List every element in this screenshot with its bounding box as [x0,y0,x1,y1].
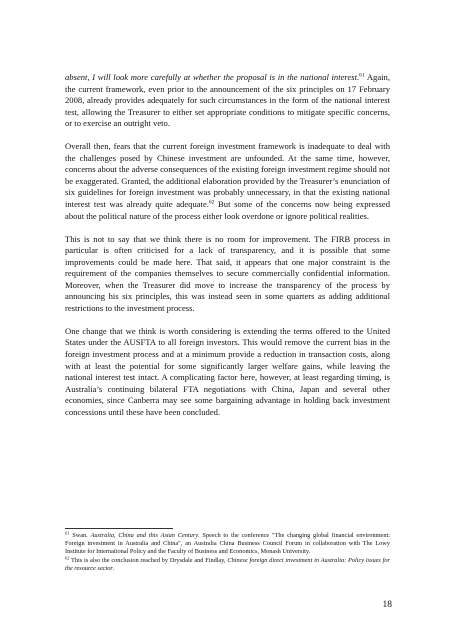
footnote-ref-61[interactable]: 61 [359,72,365,79]
paragraph-text-continued: But some of the concerns now being expressed about the political nature of the process either look overdone or ignore political realities. [65,198,390,221]
footnote-text-continued: . Speech to the conference "The changing global financial environment: Foreign investment in Australia and China", an Australia China Business Council Forum in collaboration with The Lowy Institute for International Policy and the Faculty of Business and Economics, Monash University. [65,532,390,556]
paragraph-text: This is not to say that we think there is no room for improvement. The FIRB process in particular is often criticised for a lack of transparency, and it is possible that some improvements could be made here. That said, it appears that one major constraint is the requirement of the companies themselves to secure commercially confidential information. Moreover, when the Treasurer did move to increase the transparency of the process by announcing his six principles, this was instead seen in some quarters as adding additional restrictions to the investment process. [65,233,390,313]
footnotes [65,532,390,573]
paragraph-text: Again, the current framework, even prior to the announcement of the six principles on 17 February 2008, already provides adequately for such circumstances in the form of the national interest test, allowing the Treasurer to either set appropriate conditions to mitigate specific concerns, or to exercise an outright veto. [65,72,390,129]
footnote-text: Swan. [69,532,91,539]
paragraph-1 [65,72,390,130]
footnote-text-continued: . [112,564,115,572]
paragraph-text: One change that we think is worth considering is extending the terms offered to the United States under the AUSFTA to all foreign investors. This would remove the current bias in the foreign investment process and at a minimum provide a reduction in transaction costs, along with at least the potential for some significantly larger welfare gains, while leaving the national interest test intact. A complicating factor here, however, at least regarding timing, is Australia’s continuing bilateral FTA negotiations with China, Japan and several other economies, since Canberra may see some bargaining advantage in holding back investment concessions until these have been concluded. [65,325,390,417]
paragraph-text: Overall then, fears that the current foreign investment framework is inadequate to deal with the challenges posed by Chinese investment are unfounded. At the same time, however, concerns about the adverse consequences of the existing foreign investment regime should not be exaggerated. Granted, the additional elaboration provided by the Treasurer’s enunciation of six guidelines for foreign investment was probably unnecessary, in that the existing national interest test was already quite adequate. [65,141,390,209]
paragraph-3 [65,234,390,315]
paragraph-4 [65,326,390,418]
footnote-ref-62[interactable]: 62 [208,199,215,206]
footnote-title: Chinese foreign direct investment in Australia: Policy issues for the resource sector [65,556,390,572]
footnote-text: This is also the conclusion reached by Drysdale and Findlay, [69,556,228,564]
footnote-61 [65,532,390,557]
footnote-separator [65,528,173,529]
quote-italic: absent, I will look more carefully at whether the proposal is in the national interest. [65,72,360,82]
footnote-mark: 62 [65,555,70,561]
page-number: 18 [382,600,392,610]
footnote-title: Australia, China and this Asian Century [90,532,199,539]
footnote-62 [65,557,390,573]
paragraph-2 [65,141,390,222]
footnote-mark: 61 [65,530,70,536]
body-text [65,72,390,418]
